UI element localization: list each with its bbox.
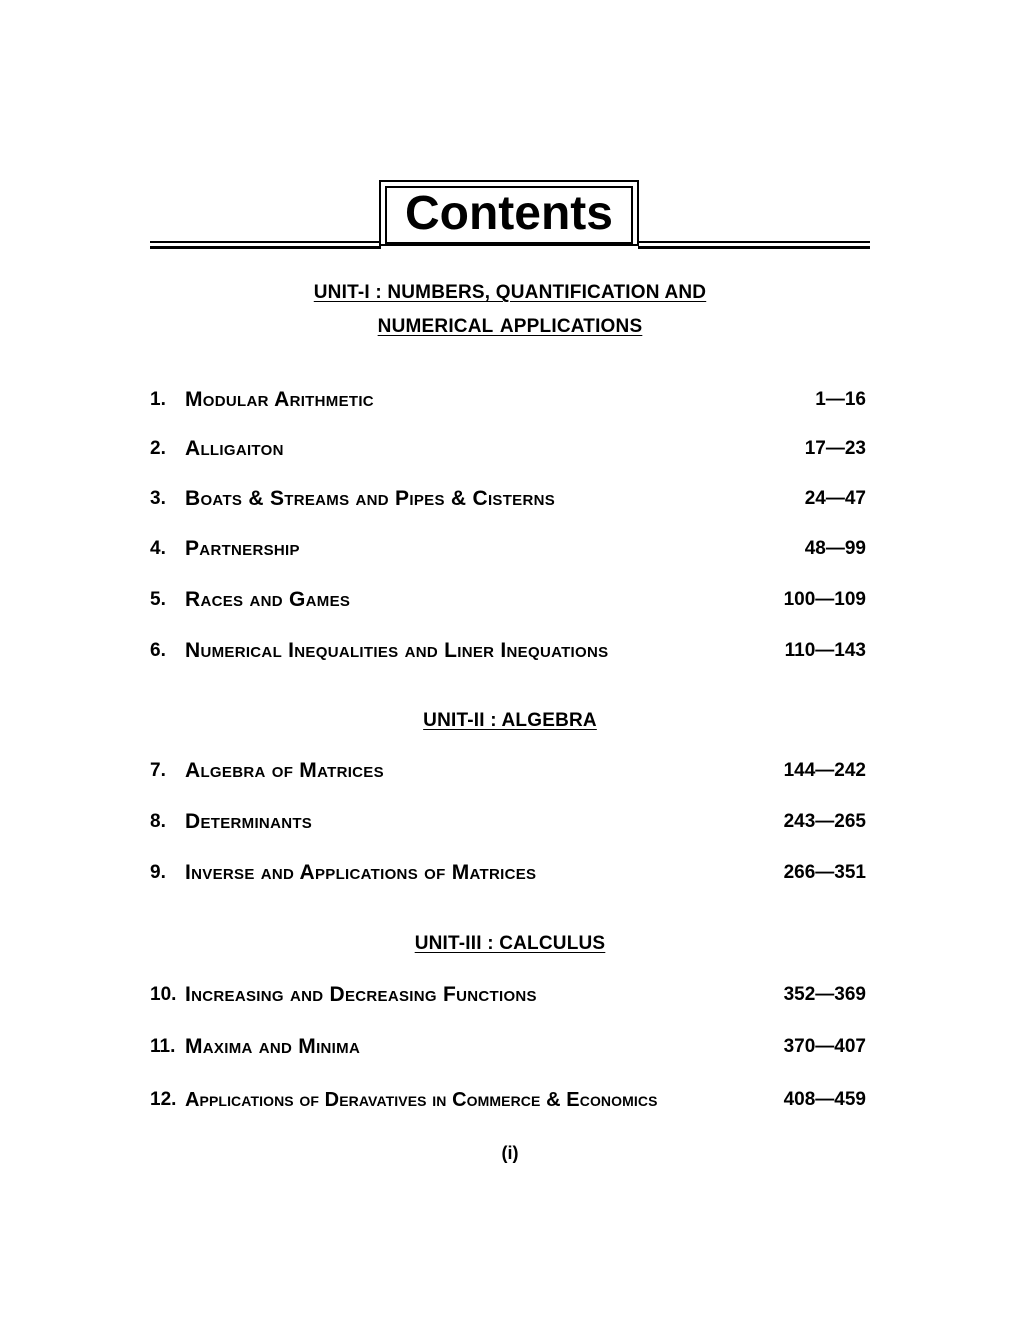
unit-2-heading: UNIT-II : ALGEBRA xyxy=(423,710,597,731)
toc-row[interactable] xyxy=(150,389,866,415)
toc-row[interactable] xyxy=(150,640,866,666)
toc-row[interactable] xyxy=(150,538,866,564)
chapter-title: Determinants xyxy=(185,810,313,833)
toc-row[interactable] xyxy=(150,760,866,786)
chapter-pages: 1—16 xyxy=(815,389,866,410)
chapter-number: 6. xyxy=(150,640,166,661)
toc-row[interactable] xyxy=(150,862,866,888)
chapter-title: Increasing and Decreasing Functions xyxy=(185,983,537,1006)
page-number: (i) xyxy=(501,1143,519,1163)
chapter-title: Maxima and Minima xyxy=(185,1035,361,1058)
chapter-title: Partnership xyxy=(185,537,300,560)
chapter-pages: 24—47 xyxy=(804,488,866,509)
chapter-title: Boats & Streams and Pipes & Cisterns xyxy=(185,487,556,510)
chapter-number: 2. xyxy=(150,438,166,459)
unit-3-heading: UNIT-III : CALCULUS xyxy=(414,933,606,954)
chapter-title: Numerical Inequalities and Liner Inequations xyxy=(185,639,609,662)
page-title: Contents xyxy=(405,186,613,240)
chapter-number: 1. xyxy=(150,389,166,410)
chapter-title: Races and Games xyxy=(185,588,351,611)
chapter-pages: 17—23 xyxy=(804,438,866,459)
toc-row[interactable] xyxy=(150,811,866,837)
toc-row[interactable] xyxy=(150,589,866,615)
title-box-inner-border xyxy=(385,186,633,244)
chapter-number: 11. xyxy=(150,1036,176,1057)
chapter-pages: 48—99 xyxy=(804,538,866,559)
chapter-pages: 144—242 xyxy=(783,760,866,781)
chapter-number: 4. xyxy=(150,538,166,559)
toc-row[interactable] xyxy=(150,438,866,464)
toc-row[interactable] xyxy=(150,1036,866,1062)
chapter-pages: 352—369 xyxy=(783,984,866,1005)
chapter-pages: 100—109 xyxy=(783,589,866,610)
chapter-title: Algebra of Matrices xyxy=(185,759,384,782)
title-box xyxy=(379,180,639,246)
chapter-number: 8. xyxy=(150,811,166,832)
chapter-number: 3. xyxy=(150,488,166,509)
chapter-pages: 370—407 xyxy=(783,1036,866,1057)
chapter-pages: 408—459 xyxy=(783,1089,866,1110)
title-rule-right xyxy=(638,241,870,249)
chapter-pages: 110—143 xyxy=(784,640,866,661)
title-box-outer-border xyxy=(379,180,639,246)
chapter-number: 9. xyxy=(150,862,166,883)
toc-row[interactable] xyxy=(150,488,866,514)
unit-1-heading-line-1: UNIT-I : NUMBERS, QUANTIFICATION AND xyxy=(313,282,707,303)
unit-1-heading-line-2: NUMERICAL APPLICATIONS xyxy=(377,316,643,337)
chapter-number: 5. xyxy=(150,589,166,610)
chapter-title: Alligaiton xyxy=(185,437,284,460)
chapter-title: Inverse and Applications of Matrices xyxy=(185,861,537,884)
chapter-pages: 243—265 xyxy=(783,811,866,832)
toc-row[interactable] xyxy=(150,1089,866,1115)
chapter-number: 12. xyxy=(150,1089,177,1110)
toc-row[interactable] xyxy=(150,984,866,1010)
chapter-number: 10. xyxy=(150,984,177,1005)
chapter-title: Modular Arithmetic xyxy=(185,388,374,411)
title-rule-left xyxy=(150,241,381,249)
chapter-pages: 266—351 xyxy=(783,862,866,883)
chapter-number: 7. xyxy=(150,760,166,781)
chapter-title: Applications of Deravatives in Commerce & Economics xyxy=(185,1089,658,1111)
